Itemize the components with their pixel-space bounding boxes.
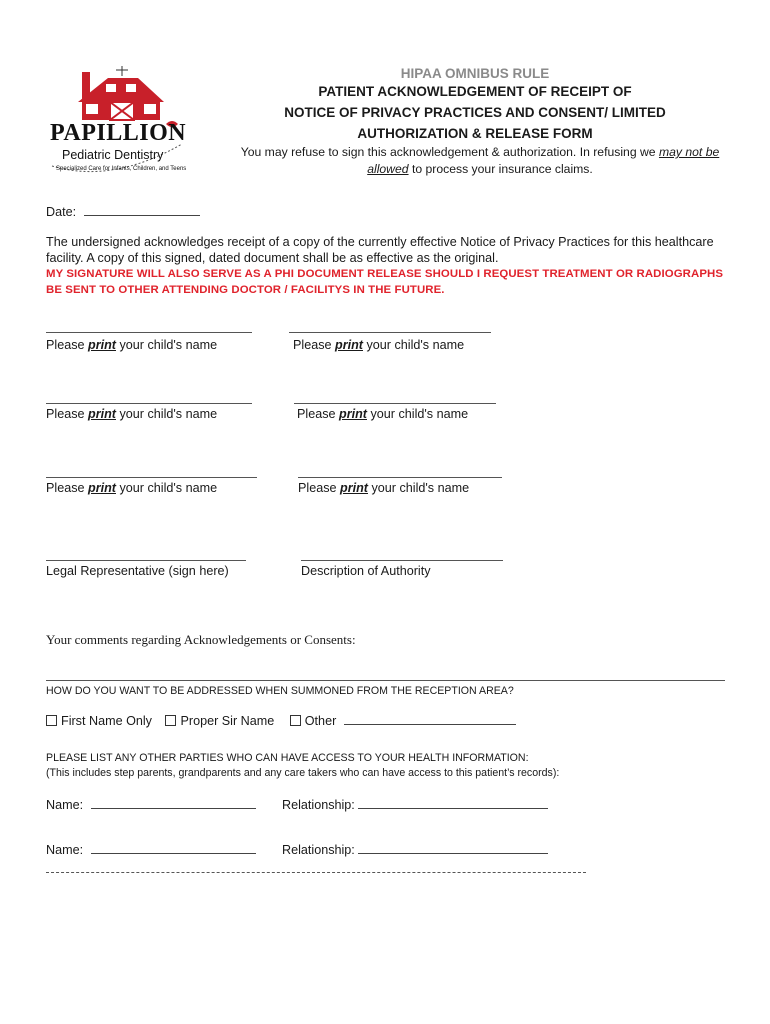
refusal-emphasis: may not be allowed bbox=[367, 145, 720, 176]
option-other[interactable]: Other bbox=[290, 714, 337, 728]
dashed-separator bbox=[46, 872, 586, 873]
child-name-line-4[interactable] bbox=[294, 403, 496, 404]
parties-note: (This includes step parents, grandparents and any care takers who can have access to this patient’s records): bbox=[46, 767, 560, 779]
child-name-line-6[interactable] bbox=[298, 477, 502, 478]
checkbox-first-name[interactable] bbox=[46, 715, 57, 726]
parties-question: PLEASE LIST ANY OTHER PARTIES WHO CAN HAVE ACCESS TO YOUR HEALTH INFORMATION: bbox=[46, 752, 529, 764]
logo-tagline: Specialized Care for Infants, Children, and Teens bbox=[56, 166, 187, 172]
option-sir-name[interactable]: Proper Sir Name bbox=[165, 714, 274, 728]
date-line[interactable] bbox=[84, 204, 200, 216]
child-name-label-1: Please print your child's name bbox=[46, 338, 218, 352]
party-name-field-1[interactable]: Name: bbox=[46, 797, 256, 812]
checkbox-sir-name[interactable] bbox=[165, 715, 176, 726]
child-name-label-4: Please print your child's name bbox=[297, 407, 469, 421]
refusal-notice bbox=[230, 144, 730, 178]
child-name-label-5: Please print your child's name bbox=[46, 481, 218, 495]
practice-logo bbox=[48, 62, 198, 182]
refusal-text-c: to process your insurance claims. bbox=[411, 162, 593, 176]
comments-label: Your comments regarding Acknowledgements or Consents: bbox=[46, 632, 356, 647]
comments-line[interactable] bbox=[46, 680, 725, 681]
child-name-line-3[interactable] bbox=[46, 403, 252, 404]
form-title-line-1: PATIENT ACKNOWLEDGEMENT OF RECEIPT OF bbox=[318, 84, 632, 99]
address-question: HOW DO YOU WANT TO BE ADDRESSED WHEN SUMMONED FROM THE RECEPTION AREA? bbox=[46, 685, 514, 697]
party-relationship-field-2[interactable]: Relationship: bbox=[282, 842, 548, 857]
party-name-line-2[interactable] bbox=[91, 842, 256, 854]
address-options bbox=[46, 713, 516, 728]
party-relationship-line-1[interactable] bbox=[358, 797, 548, 809]
child-name-line-5[interactable] bbox=[46, 477, 257, 478]
party-name-line-1[interactable] bbox=[91, 797, 256, 809]
refusal-text-a: You may refuse to sign this acknowledgement & authorization. In refusing we bbox=[240, 145, 656, 159]
authority-label: Description of Authority bbox=[301, 564, 431, 578]
child-name-line-2[interactable] bbox=[289, 332, 491, 333]
rule-title: HIPAA OMNIBUS RULE bbox=[400, 66, 550, 81]
child-name-label-2: Please print your child's name bbox=[293, 338, 465, 352]
logo-name: PAPILLION bbox=[50, 120, 187, 146]
acknowledgement-body: The undersigned acknowledges receipt of a copy of the currently effective Notice of Privacy Practices for this healthcare facility. A copy of this signed, dated document shall be as effective as the original. bbox=[46, 235, 714, 265]
other-line[interactable] bbox=[344, 713, 516, 725]
party-relationship-field-1[interactable]: Relationship: bbox=[282, 797, 548, 812]
option-first-name[interactable]: First Name Only bbox=[46, 714, 152, 728]
date-field[interactable] bbox=[46, 204, 200, 219]
child-name-label-6: Please print your child's name bbox=[298, 481, 470, 495]
logo-subtitle: Pediatric Dentistry bbox=[62, 148, 164, 162]
checkbox-other[interactable] bbox=[290, 715, 301, 726]
legal-rep-label: Legal Representative (sign here) bbox=[46, 564, 229, 578]
party-relationship-line-2[interactable] bbox=[358, 842, 548, 854]
phi-release-notice: MY SIGNATURE WILL ALSO SERVE AS A PHI DOCUMENT RELEASE SHOULD I REQUEST TREATMENT OR RADIOGRAPHS BE SENT TO OTHER ATTENDING DOCTOR / FACILITYS IN THE FUTURE. bbox=[46, 268, 724, 296]
legal-rep-line[interactable] bbox=[46, 560, 246, 561]
party-name-field-2[interactable]: Name: bbox=[46, 842, 256, 857]
authority-line[interactable] bbox=[301, 560, 503, 561]
child-name-line-1[interactable] bbox=[46, 332, 252, 333]
child-name-label-3: Please print your child's name bbox=[46, 407, 218, 421]
form-title-line-2: NOTICE OF PRIVACY PRACTICES AND CONSENT/ LIMITED bbox=[284, 105, 666, 120]
date-label: Date: bbox=[46, 205, 77, 219]
form-title-line-3: AUTHORIZATION & RELEASE FORM bbox=[357, 126, 593, 141]
acknowledgement-text bbox=[46, 234, 736, 298]
